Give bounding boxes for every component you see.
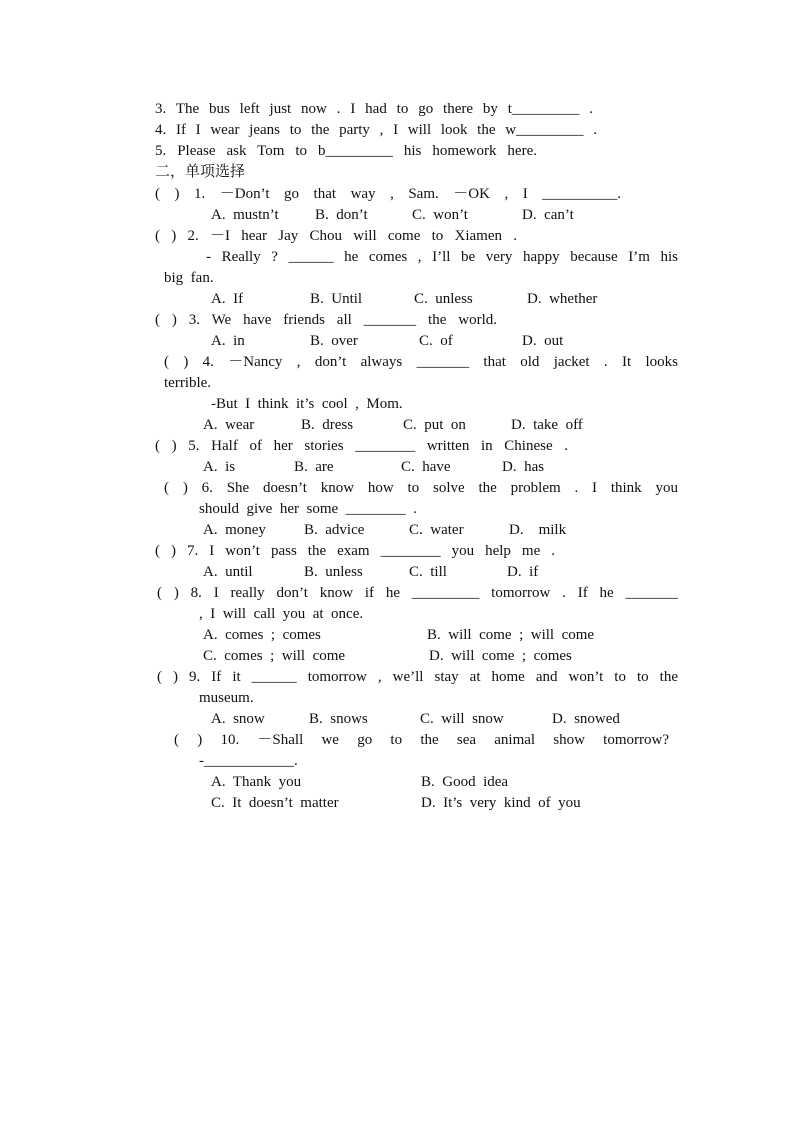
- q8-option-b: B. will come ; will come: [427, 627, 595, 643]
- q6-option-c: C. water: [409, 522, 464, 538]
- q2-option-b: B. Until: [310, 291, 363, 307]
- fill-in-item-4: 4. If I wear jeans to the party , I will look the w_________ .: [155, 122, 597, 138]
- question-4-stem: ( ) 4. －Nancy , don’t always _______ that old jacket . It looks: [164, 354, 678, 370]
- q9-option-c: C. will snow: [420, 711, 504, 727]
- question-8-continuation: , I will call you at once.: [199, 606, 364, 622]
- q9-option-d: D. snowed: [552, 711, 620, 727]
- q5-option-b: B. are: [294, 459, 334, 475]
- q5-option-c: C. have: [401, 459, 451, 475]
- question-7-stem: ( ) 7. I won’t pass the exam ________ you help me .: [155, 543, 555, 559]
- q7-option-a: A. until: [203, 564, 253, 580]
- q3-option-d: D. out: [522, 333, 564, 349]
- q10-option-c: C. It doesn’t matter: [211, 795, 339, 811]
- q4-option-a: A. wear: [203, 417, 255, 433]
- q7-option-c: C. till: [409, 564, 447, 580]
- question-1-stem: ( ) 1. －Don’t go that way , Sam. －OK , I __________.: [155, 186, 621, 202]
- fill-in-item-5: 5. Please ask Tom to b_________ his homework here.: [155, 143, 537, 159]
- q3-option-c: C. of: [419, 333, 453, 349]
- q2-option-d: D. whether: [527, 291, 598, 307]
- question-5-stem: ( ) 5. Half of her stories ________ written in Chinese .: [155, 438, 568, 454]
- question-6-stem: ( ) 6. She doesn’t know how to solve the problem . I think you: [164, 480, 678, 496]
- fill-in-item-3: 3. The bus left just now . I had to go there by t_________ .: [155, 101, 593, 117]
- question-8-stem: ( ) 8. I really don’t know if he _________ tomorrow . If he _______: [157, 585, 678, 601]
- q9-option-b: B. snows: [309, 711, 368, 727]
- q3-option-a: A. in: [211, 333, 245, 349]
- q5-option-a: A. is: [203, 459, 236, 475]
- question-4-continuation-2: -But I think it’s cool , Mom.: [211, 396, 403, 412]
- q1-option-c: C. won’t: [412, 207, 468, 223]
- question-2-continuation: - Really ? ______ he comes , I’ll be very happy because I’m his: [206, 249, 678, 265]
- q9-option-a: A. snow: [211, 711, 265, 727]
- q4-option-c: C. put on: [403, 417, 466, 433]
- question-2-stem: ( ) 2. －I hear Jay Chou will come to Xiamen .: [155, 228, 517, 244]
- question-10-stem: ( ) 10. －Shall we go to the sea animal show tomorrow?: [174, 732, 669, 748]
- question-3-stem: ( ) 3. We have friends all _______ the world.: [155, 312, 497, 328]
- q10-option-b: B. Good idea: [421, 774, 509, 790]
- q8-option-d: D. will come ; comes: [429, 648, 572, 664]
- q3-option-b: B. over: [310, 333, 358, 349]
- q1-option-b: B. don’t: [315, 207, 368, 223]
- q6-option-d: D. milk: [509, 522, 567, 538]
- question-10-continuation: -____________.: [199, 753, 298, 769]
- q1-option-a: A. mustn’t: [211, 207, 279, 223]
- q5-option-d: D. has: [502, 459, 545, 475]
- question-4-continuation: terrible.: [164, 375, 212, 391]
- q1-option-d: D. can’t: [522, 207, 574, 223]
- q10-option-d: D. It’s very kind of you: [421, 795, 581, 811]
- q4-option-d: D. take off: [511, 417, 583, 433]
- question-9-continuation: museum.: [199, 690, 254, 706]
- section-title: 二，单项选择: [155, 164, 246, 180]
- q6-option-b: B. advice: [304, 522, 365, 538]
- q7-option-d: D. if: [507, 564, 539, 580]
- q8-option-a: A. comes ; comes: [203, 627, 321, 643]
- q2-option-c: C. unless: [414, 291, 473, 307]
- question-9-stem: ( ) 9. If it ______ tomorrow , we’ll stay at home and won’t to to the: [157, 669, 678, 685]
- q7-option-b: B. unless: [304, 564, 363, 580]
- question-2-continuation-2: big fan.: [164, 270, 214, 286]
- q2-option-a: A. If: [211, 291, 244, 307]
- q6-option-a: A. money: [203, 522, 266, 538]
- q8-option-c: C. comes ; will come: [203, 648, 346, 664]
- q10-option-a: A. Thank you: [211, 774, 302, 790]
- question-6-continuation: should give her some ________ .: [199, 501, 417, 517]
- q4-option-b: B. dress: [301, 417, 354, 433]
